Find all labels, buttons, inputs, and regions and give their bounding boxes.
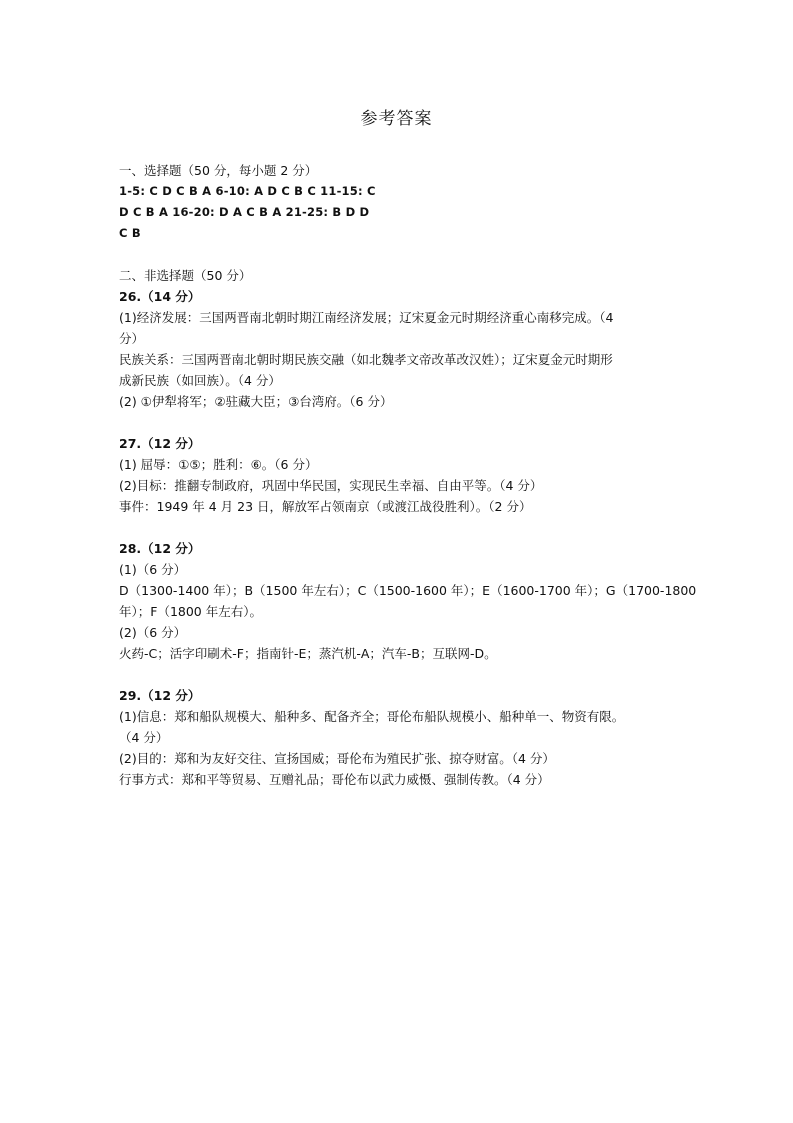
q29-line-2: （4 分） bbox=[119, 730, 169, 745]
q26-line-5: (2) ①伊犁将军；②驻藏大臣；③台湾府。（6 分） bbox=[119, 394, 393, 409]
q29-line-1: (1)信息：郑和船队规模大、船种多、配备齐全；哥伦布船队规模小、船种单一、物资有限。 bbox=[119, 709, 625, 724]
spacer bbox=[119, 412, 689, 433]
page-title: 参考答案 bbox=[360, 109, 433, 129]
q28-line-3: 年）；F（1800 年左右）。 bbox=[119, 604, 262, 619]
q26-line-2: 分） bbox=[119, 331, 145, 346]
q26-line-1: (1)经济发展：三国两晋南北朝时期江南经济发展；辽宋夏金元时期经济重心南移完成。（4 bbox=[119, 310, 614, 325]
q29-line-3: (2)目的：郑和为友好交往、宣扬国威；哥伦布为殖民扩张、掠夺财富。（4 分） bbox=[119, 751, 555, 766]
choice-answers-line-2: D C B A 16-20: D A C B A 21-25: B D D bbox=[119, 205, 370, 219]
answer-content bbox=[119, 160, 697, 790]
spacer bbox=[119, 517, 689, 538]
choice-answers-line-3: C B bbox=[119, 226, 141, 240]
choice-answers-line-1: 1-5: C D C B A 6-10: A D C B C 11-15: C bbox=[119, 184, 376, 198]
q28-line-5: 火药-C；活字印刷术-F；指南针-E；蒸汽机-A；汽车-B；互联网-D。 bbox=[119, 646, 497, 661]
q28-line-4: (2)（6 分） bbox=[119, 625, 187, 640]
q27-line-3: 事件：1949 年 4 月 23 日，解放军占领南京（或渡江战役胜利）。（2 分） bbox=[119, 499, 532, 514]
q28-heading: 28.（12 分） bbox=[119, 541, 201, 556]
section2-heading: 二、非选择题（50 分） bbox=[119, 268, 252, 283]
q26-heading: 26.（14 分） bbox=[119, 289, 201, 304]
q29-heading: 29.（12 分） bbox=[119, 688, 201, 703]
section1-heading: 一、选择题（50 分，每小题 2 分） bbox=[119, 163, 318, 178]
q26-line-3: 民族关系：三国两晋南北朝时期民族交融（如北魏孝文帝改革改汉姓）；辽宋夏金元时期形 bbox=[119, 352, 613, 367]
q26-line-4: 成新民族（如回族）。（4 分） bbox=[119, 373, 281, 388]
spacer bbox=[119, 664, 689, 685]
q27-line-2: (2)目标：推翻专制政府，巩固中华民国，实现民生幸福、自由平等。（4 分） bbox=[119, 478, 543, 493]
q27-line-1: (1) 屈辱：①⑤；胜利：⑥。（6 分） bbox=[119, 457, 318, 472]
q29-line-4: 行事方式：郑和平等贸易、互赠礼品；哥伦布以武力威慑、强制传教。（4 分） bbox=[119, 772, 550, 787]
q28-line-2: D（1300-1400 年）；B（1500 年左右）；C（1500-1600 年）；E（1600-1700 年）；G（1700-1800 bbox=[119, 583, 697, 598]
q27-heading: 27.（12 分） bbox=[119, 436, 201, 451]
q28-line-1: (1)（6 分） bbox=[119, 562, 187, 577]
spacer bbox=[119, 244, 689, 265]
